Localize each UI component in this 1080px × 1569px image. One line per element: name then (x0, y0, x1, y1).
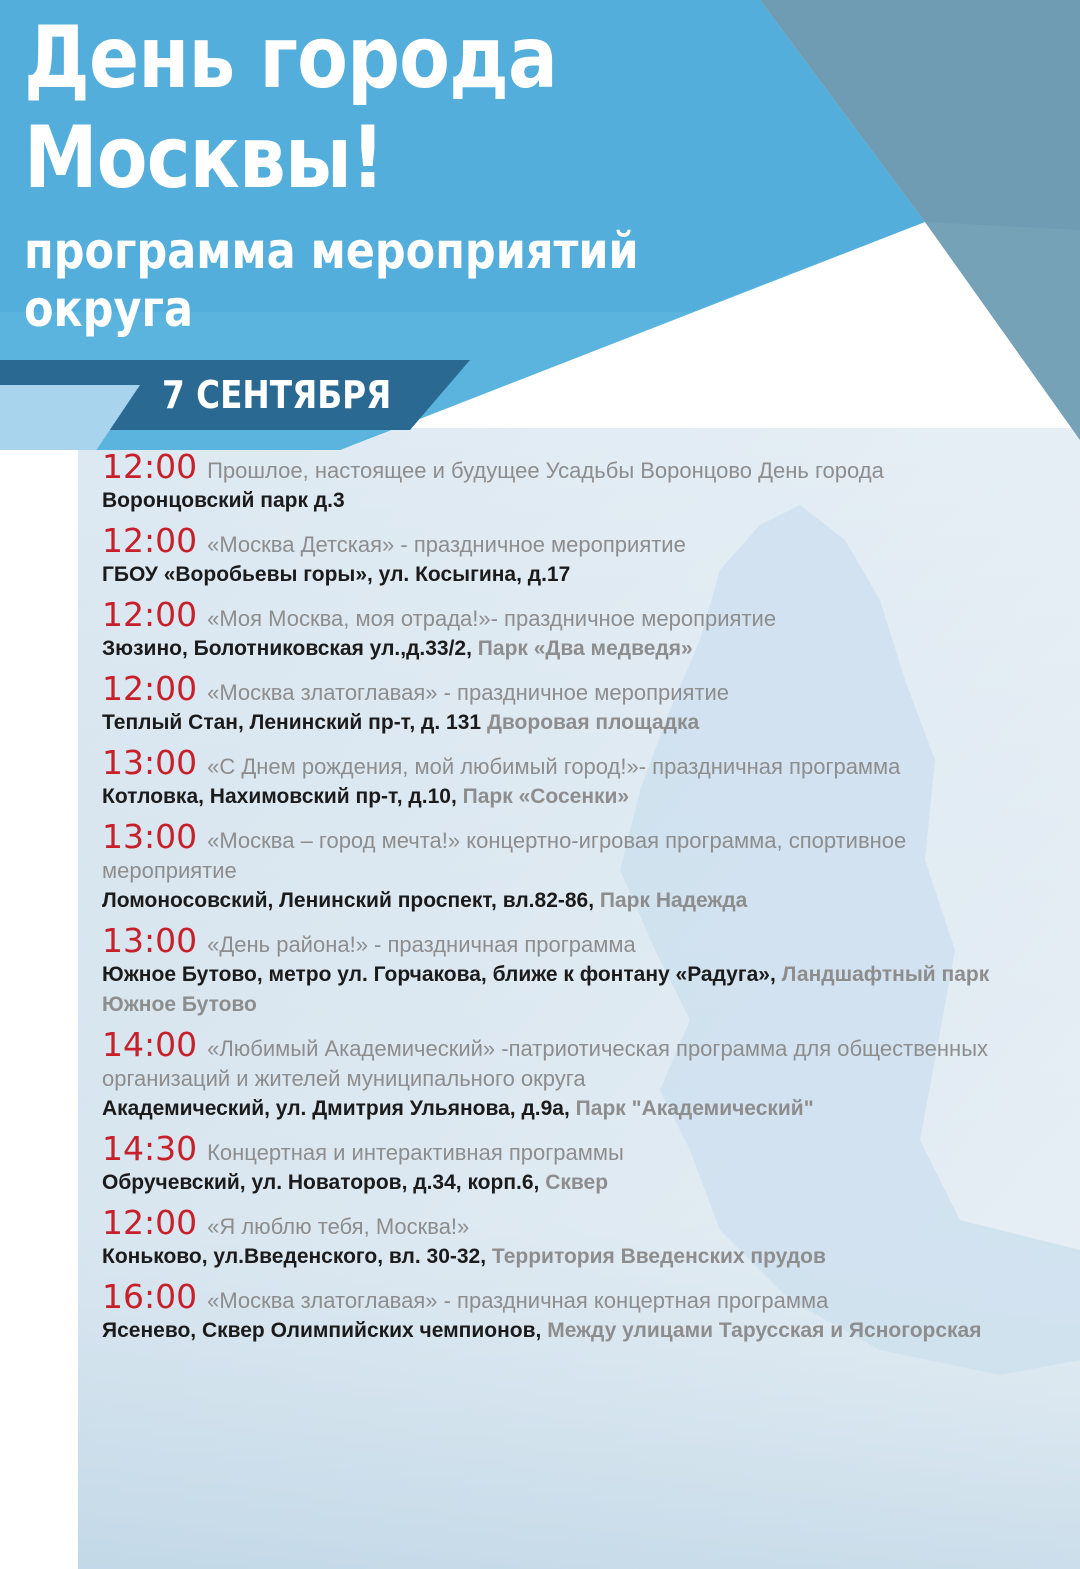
title-line-1: День города (24, 8, 558, 108)
event-title: «Москва – город мечта!» концертно-игровая программа, спортивное мероприятие (102, 828, 907, 883)
event-venue: Дворовая площадка (486, 711, 700, 734)
event-item (102, 1025, 1002, 1124)
event-address: Котловка, Нахимовский пр-т, д.10, (102, 785, 457, 808)
event-time: 14:30 (102, 1129, 198, 1168)
event-item (102, 595, 1002, 664)
event-title: «Я люблю тебя, Москва!» (207, 1214, 470, 1239)
title-line-2: Москвы! (24, 108, 384, 208)
event-address: Ломоносовский, Ленинский проспект, вл.82-86, (102, 889, 595, 912)
event-item (102, 669, 1002, 738)
event-time: 14:00 (102, 1025, 198, 1064)
event-item (102, 1203, 1002, 1272)
page-subtitle (24, 222, 639, 338)
event-address: Ясенево, Сквер Олимпийских чемпионов, (102, 1319, 542, 1342)
event-address: Обручевский, ул. Новаторов, д.34, корп.6, (102, 1171, 540, 1194)
event-title: Прошлое, настоящее и будущее Усадьбы Воронцово День города (207, 458, 884, 483)
event-item (102, 817, 1002, 916)
event-list (102, 447, 1002, 1356)
event-time: 12:00 (102, 595, 198, 634)
event-venue: Парк "Академический" (575, 1097, 814, 1120)
event-title: Концертная и интерактивная программы (207, 1140, 624, 1165)
event-venue: Парк Надежда (599, 889, 748, 912)
event-address: Воронцовский парк д.3 (102, 489, 345, 512)
event-time: 12:00 (102, 1203, 198, 1242)
event-time: 16:00 (102, 1277, 198, 1316)
event-item (102, 521, 1002, 590)
event-item (102, 743, 1002, 812)
event-address: Зюзино, Болотниковская ул.,д.33/2, (102, 637, 472, 660)
page-title (24, 8, 557, 208)
event-item (102, 1129, 1002, 1198)
event-venue: Между улицами Тарусская и Ясногорская (547, 1319, 982, 1342)
event-time: 13:00 (102, 921, 198, 960)
event-title: «Москва златоглавая» - праздничное мероприятие (207, 680, 730, 705)
event-venue: Парк «Сосенки» (462, 785, 630, 808)
event-time: 13:00 (102, 817, 198, 856)
event-address: Академический, ул. Дмитрия Ульянова, д.9а, (102, 1097, 570, 1120)
event-venue: Парк «Два медведя» (477, 637, 693, 660)
event-venue: Сквер (545, 1171, 609, 1194)
event-address: Теплый Стан, Ленинский пр-т, д. 131 (102, 711, 482, 734)
event-title: «Моя Москва, моя отрада!»- праздничное мероприятие (207, 606, 777, 631)
event-venue: Территория Введенских прудов (491, 1245, 826, 1268)
event-time: 12:00 (102, 447, 198, 486)
event-item (102, 447, 1002, 516)
event-item (102, 1277, 1002, 1346)
event-time: 12:00 (102, 669, 198, 708)
event-title: «День района!» - праздничная программа (207, 932, 636, 957)
event-item (102, 921, 1002, 1020)
event-venue: Ландшафтный парк Южное Бутово (102, 963, 990, 1016)
subtitle-line-2: округа (24, 280, 194, 338)
event-time: 12:00 (102, 521, 198, 560)
date-ribbon: 7 СЕНТЯБРЯ (162, 373, 392, 417)
event-address: Коньково, ул.Введенского, вл. 30-32, (102, 1245, 487, 1268)
event-title: «Москва Детская» - праздничное мероприятие (207, 532, 686, 557)
event-address: ГБОУ «Воробьевы горы», ул. Косыгина, д.17 (102, 563, 571, 586)
subtitle-line-1: программа мероприятий (24, 222, 639, 280)
event-title: «Москва златоглавая» - праздничная концертная программа (207, 1288, 829, 1313)
event-time: 13:00 (102, 743, 198, 782)
event-title: «Любимый Академический» -патриотическая программа для общественных организаций и жителей муниципального округа (102, 1036, 989, 1091)
event-address: Южное Бутово, метро ул. Горчакова, ближе к фонтану «Радуга», (102, 963, 776, 986)
event-title: «С Днем рождения, мой любимый город!»- праздничная программа (207, 754, 901, 779)
